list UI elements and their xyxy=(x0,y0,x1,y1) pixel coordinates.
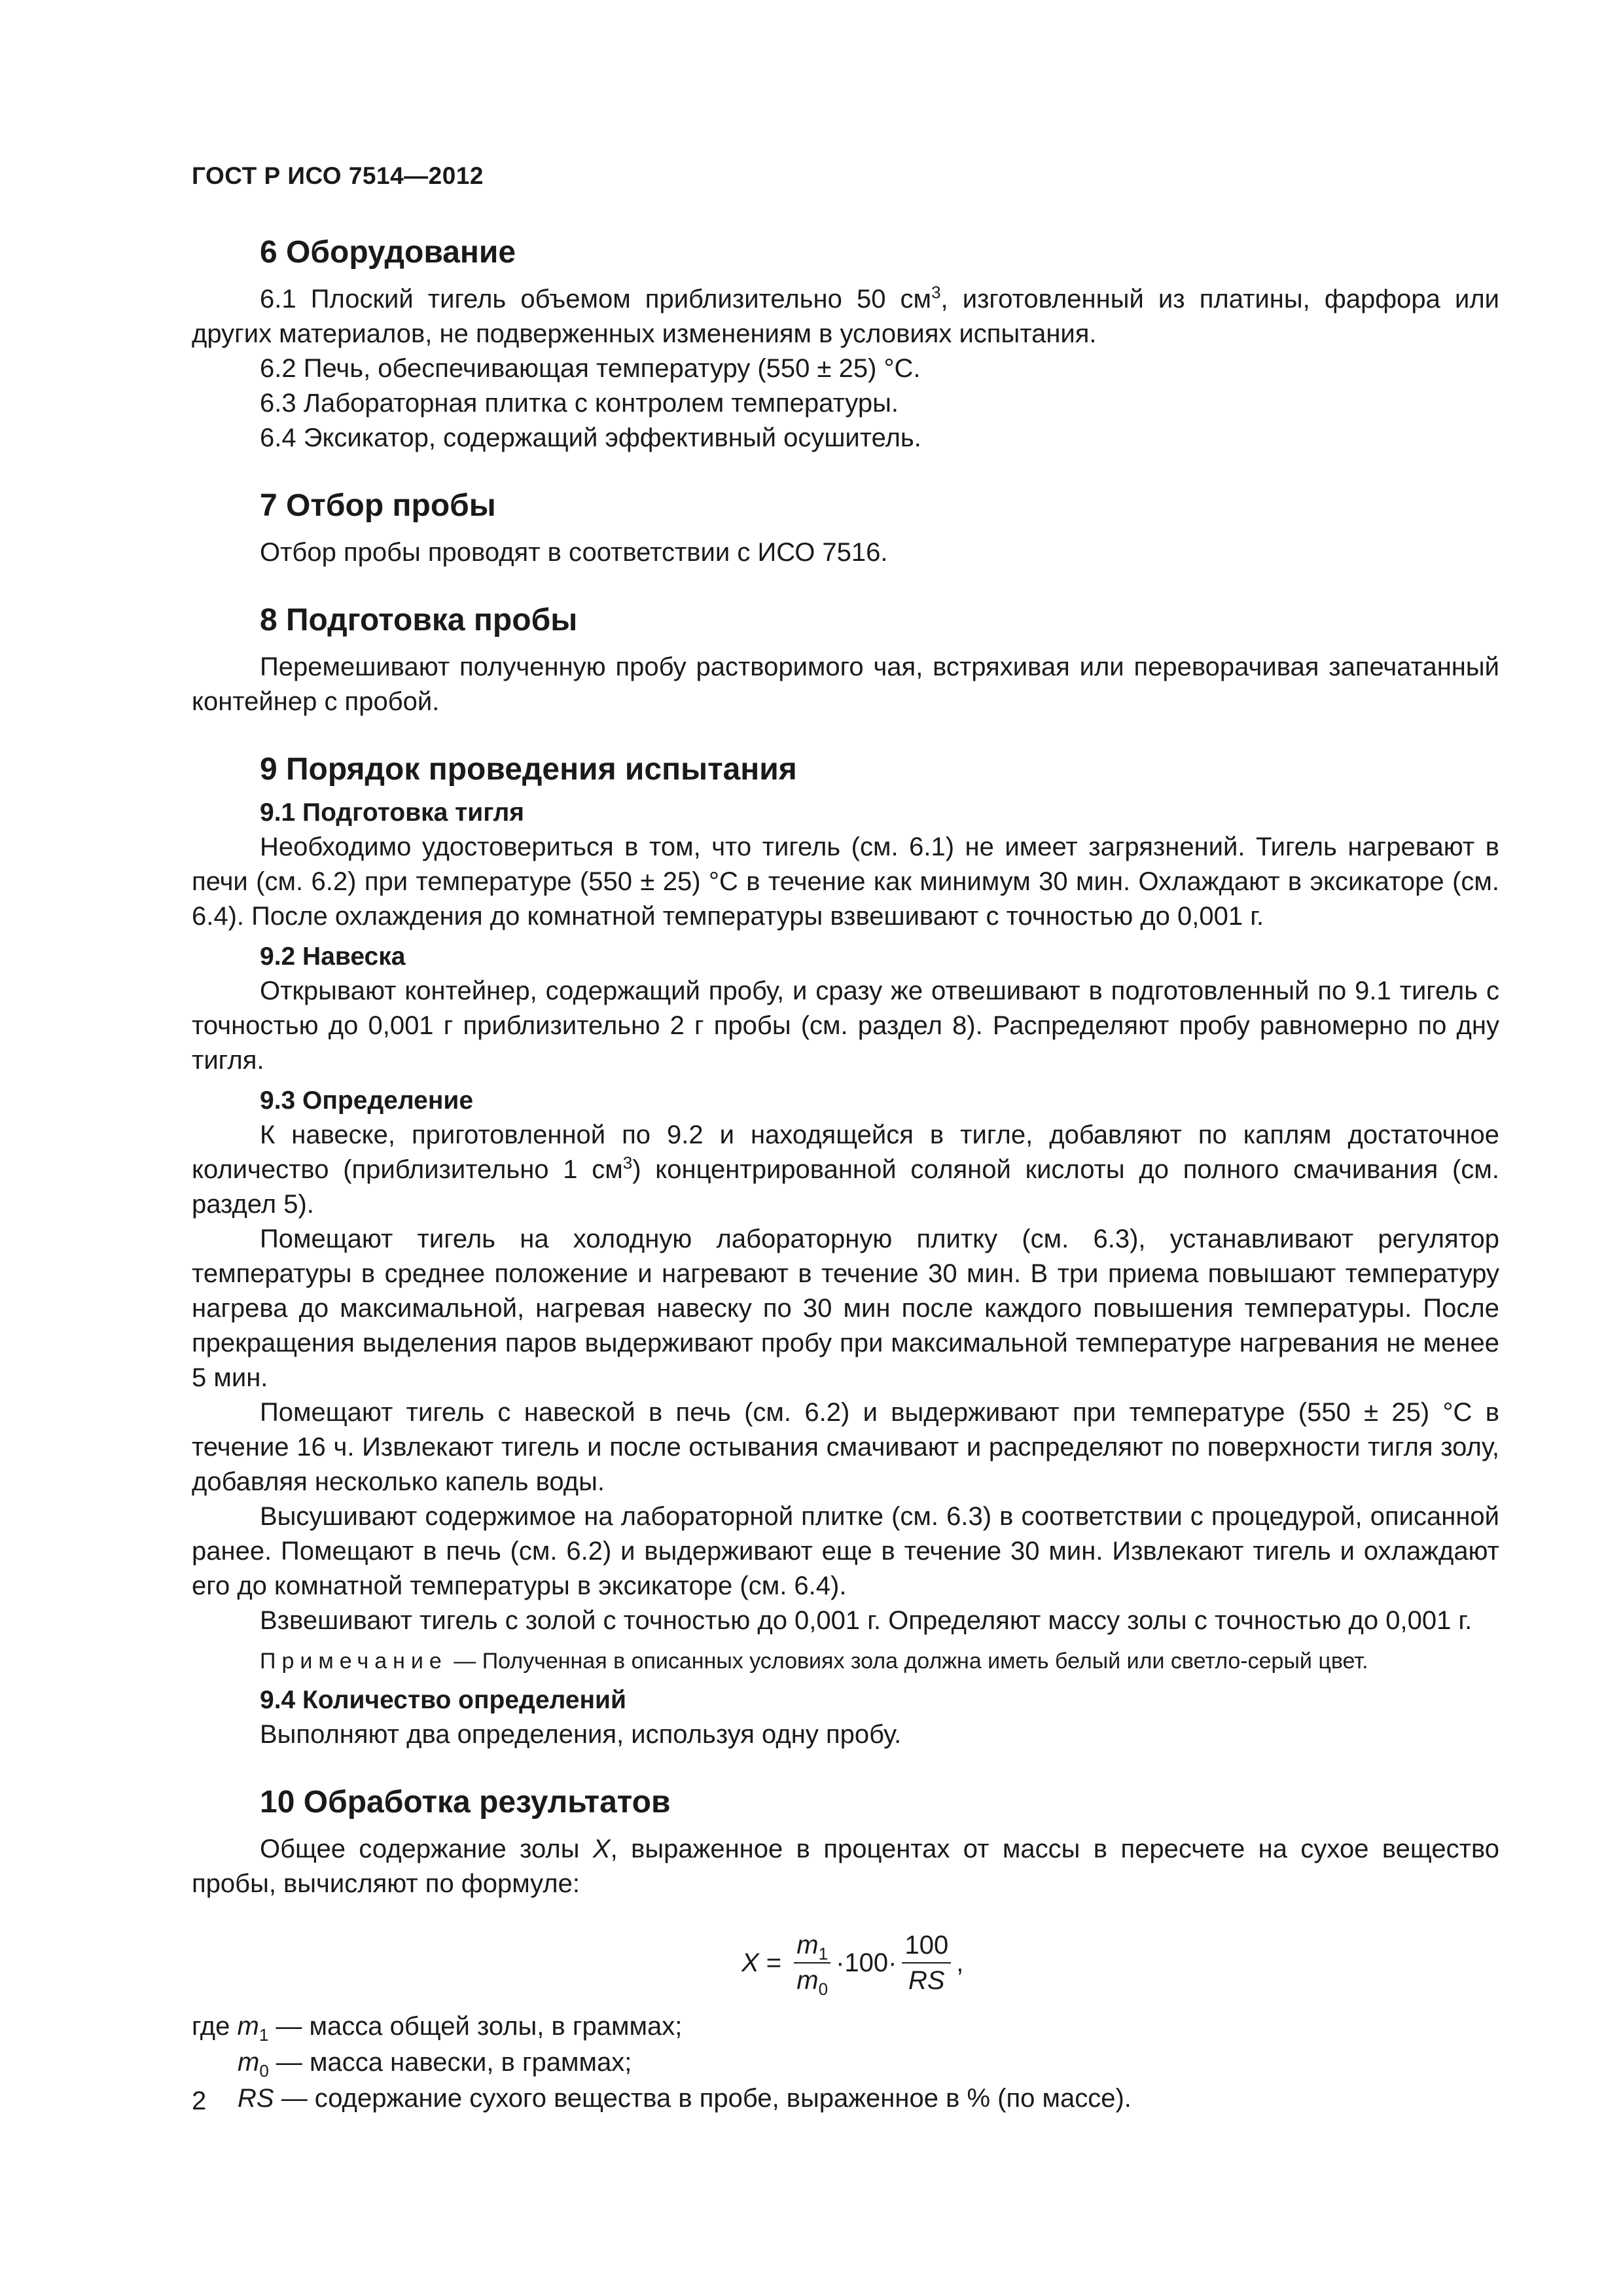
formula-lhs: X xyxy=(741,1948,759,1977)
ash-content-formula xyxy=(741,1917,963,2009)
note-text: — Полученная в описанных условиях зола должна иметь белый или светло-серый цвет. xyxy=(447,1649,1368,1674)
standard-header: ГОСТ Р ИСО 7514—2012 xyxy=(192,162,484,189)
formula-legend xyxy=(192,2009,1499,2117)
legend-rs: RS — содержание сухого вещества в пробе, выраженное в % (по массе). xyxy=(238,2084,1132,2113)
subsection-9-3-heading: 9.3 Определение xyxy=(260,1086,474,1115)
formula-fraction-dry-matter: $\frac{100}{RS}$ xyxy=(902,1931,951,1995)
section-8-heading: 8 Подготовка пробы xyxy=(260,603,578,637)
legend-m1: где $m_1$ — масса общей золы, в граммах; xyxy=(192,2012,683,2045)
subsection-9-3-paragraph-1: К навеске, приготовленной по 9.2 и находящейся в тигле, добавляют по каплям достаточное количество (приблизительно 1 $см^3$) концентрированной соляной кислоты до полного смачивания (см. раздел 5). xyxy=(192,1121,1499,1219)
section-6-heading: 6 Оборудование xyxy=(260,235,516,270)
section-10-paragraph: Общее содержание золы X, выраженное в процентах от массы в пересчете на сухое вещество пробы, вычисляют по формуле: xyxy=(192,1835,1499,1898)
subsection-9-4-heading: 9.4 Количество определений xyxy=(260,1686,626,1714)
section-6-item-2: 6.2 Печь, обеспечивающая температуру (550 ± 25) °C. xyxy=(260,354,921,383)
formula-equals: = xyxy=(758,1948,789,1977)
note xyxy=(192,1646,1499,1676)
section-10-heading: 10 Обработка результатов xyxy=(260,1785,671,1820)
formula-block xyxy=(192,1917,1499,2009)
section-7-heading: 7 Отбор пробы xyxy=(260,488,496,523)
note-label: Примечание xyxy=(260,1649,448,1674)
subsection-9-2-heading: 9.2 Навеска xyxy=(260,942,406,971)
section-9-heading: 9 Порядок проведения испытания xyxy=(260,752,797,787)
subsection-9-3-paragraph-5: Взвешивают тигель с золой с точностью до 0,001 г. Определяют массу золы с точностью до 0,001 г. xyxy=(260,1606,1472,1635)
document-body xyxy=(192,232,1499,2117)
section-7-paragraph: Отбор пробы проводят в соответствии с ИСО 7516. xyxy=(260,538,888,567)
section-8-paragraph: Перемешивают полученную пробу растворимого чая, встряхивая или переворачивая запечатанный контейнер с пробой. xyxy=(192,653,1499,716)
page-number: 2 xyxy=(192,2087,207,2115)
formula-fraction-mass: $\frac{m_1}{m_0}$ xyxy=(794,1931,830,1995)
subsection-9-4-paragraph: Выполняют два определения, используя одну пробу. xyxy=(260,1720,902,1749)
subsection-9-3-paragraph-3: Помещают тигель с навеской в печь (см. 6.2) и выдерживают при температуре (550 ± 25) °C в течение 16 ч. Извлекают тигель и после остывания смачивают и распределяют по поверхности тигля золу, добавляя несколько капель воды. xyxy=(192,1398,1499,1496)
formula-tail: , xyxy=(956,1948,964,1977)
legend-m0: $m_0$ — масса навески, в граммах; xyxy=(238,2048,632,2081)
subsection-9-2-paragraph: Открывают контейнер, содержащий пробу, и сразу же отвешивают в подготовленный по 9.1 тигель с точностью до 0,001 г приблизительно 2 г пробы (см. раздел 8). Распределяют пробу равномерно по дну тигля. xyxy=(192,977,1499,1075)
subsection-9-3-paragraph-2: Помещают тигель на холодную лабораторную плитку (см. 6.3), устанавливают регулятор температуры в среднее положение и нагревают в течение 30 мин. В три приема повышают температуру нагрева до максимальной, нагревая навеску по 30 мин после каждого повышения температуры. После прекращения выделения паров выдерживают пробу при максимальной температуре нагревания не менее 5 мин. xyxy=(192,1225,1499,1392)
section-6-item-1: 6.1 Плоский тигель объемом приблизительно 50 $см^3$, изготовленный из платины, фарфора или других материалов, не подверженных изменениям в условиях испытания. xyxy=(192,282,1500,348)
subsection-9-1-heading: 9.1 Подготовка тигля xyxy=(260,798,525,827)
formula-multiplier: ·100· xyxy=(836,1948,897,1977)
subsection-9-1-paragraph: Необходимо удостовериться в том, что тигель (см. 6.1) не имеет загрязнений. Тигель нагревают в печи (см. 6.2) при температуре (550 ± 25) °C в течение как минимум 30 мин. Охлаждают в эксикаторе (см. 6.4). После охлаждения до комнатной температуры взвешивают с точностью до 0,001 г. xyxy=(192,833,1499,931)
section-6-item-4: 6.4 Эксикатор, содержащий эффективный осушитель. xyxy=(260,423,921,452)
section-6-item-3: 6.3 Лабораторная плитка с контролем температуры. xyxy=(260,389,899,418)
subsection-9-3-paragraph-4: Высушивают содержимое на лабораторной плитке (см. 6.3) в соответствии с процедурой, описанной ранее. Помещают в печь (см. 6.2) и выдерживают еще в течение 30 мин. Извлекают тигель и охлаждают его до комнатной температуры в эксикаторе (см. 6.4). xyxy=(192,1502,1499,1600)
